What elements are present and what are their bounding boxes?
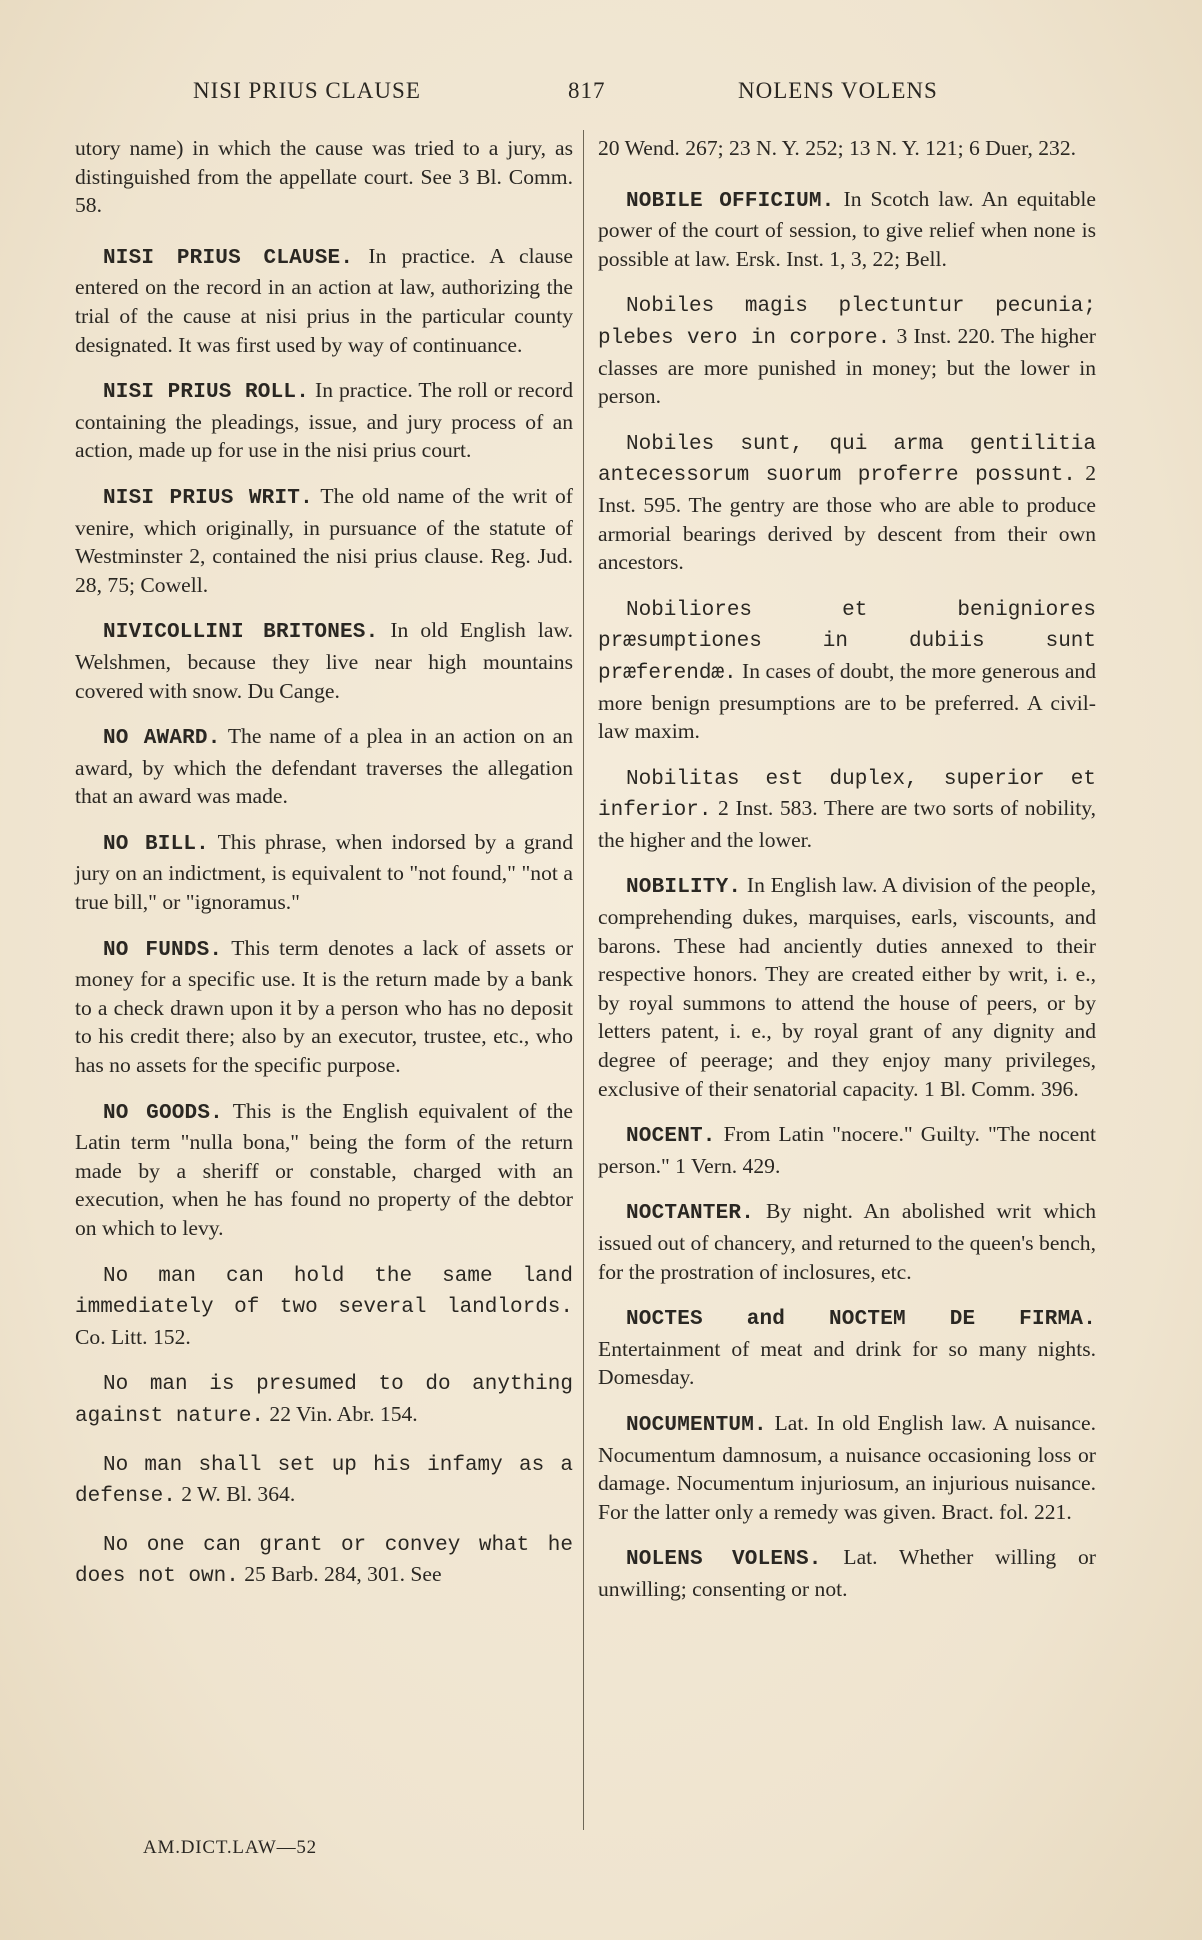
entry-definition: From Latin "nocere." Guilty. "The nocent person." 1 Vern. 429. [598, 1122, 1096, 1178]
column-divider [583, 130, 584, 1830]
entry-maxim: No man can hold the same land immediately of two several landlords. [75, 1264, 573, 1320]
entry-maxim: No one can grant or convey what he does not own. [75, 1533, 573, 1589]
entry-definition: Lat. In old English law. A nuisance. Nocumentum damnosum, a nuisance occasioning loss or damage. Nocumentum injuriosum, an injurious nuisance. For the latter only a remedy was given. Bract. fol. 221. [598, 1410, 1096, 1524]
entry-definition: Co. Litt. 152. [75, 1324, 191, 1349]
entry-maxim: Nobiles sunt, qui arma gentilitia antecessorum suorum proferre possunt. [598, 432, 1096, 488]
entry-maxim: Nobiles magis plectuntur pecunia; plebes vero in corpore. [598, 295, 1096, 350]
entry-definition: The old name of the writ of venire, which originally, in pursuance of the statute of Westminster 2, contained the nisi prius clause. Reg. Jud. 28, 75; Cowell. [75, 483, 573, 597]
dictionary-entry [75, 242, 573, 359]
dictionary-entry [598, 290, 1096, 410]
dictionary-entry [75, 1260, 573, 1352]
entry-definition: In old English law. Welshmen, because they live near high mountains covered with snow. Du Cange. [75, 618, 573, 703]
entry-headword: NISI PRIUS ROLL. [103, 381, 310, 405]
entry-definition: 25 Barb. 284, 301. See [238, 1562, 442, 1587]
entry-definition: This phrase, when indorsed by a grand jury on an indictment, is equivalent to "not found," "not a true bill," or "ignoramus." [75, 829, 574, 915]
entry-maxim: Nobilitas est duplex, superior et inferior. [598, 767, 1096, 823]
page-footer-signature: AM.DICT.LAW—52 [143, 1837, 317, 1858]
header-left-term: NISI PRIUS CLAUSE [193, 78, 421, 103]
entry-definition: 3 Inst. 220. The higher classes are more punished in money; but the lower in person. [598, 323, 1096, 409]
entry-maxim: No man shall set up his infamy as a defense. [75, 1453, 573, 1509]
entry-definition: 2 W. Bl. 364. [175, 1482, 296, 1507]
page-number: 817 [568, 78, 606, 103]
entry-headword: NOBILITY. [626, 876, 742, 900]
entry-headword: NOCTES and NOCTEM DE FIRMA. [626, 1308, 1096, 1332]
entry-definition: Lat. Whether willing or unwilling; consenting or not. [598, 1545, 1096, 1601]
entry-headword: NO FUNDS. [103, 938, 223, 962]
dictionary-entry [75, 934, 573, 1080]
entry-definition: Entertainment of meat and drink for so many nights. Domesday. [598, 1336, 1096, 1390]
dictionary-entry [75, 722, 573, 811]
dictionary-entry [598, 1409, 1096, 1526]
entry-headword: NOLENS VOLENS. [626, 1548, 822, 1572]
entry-headword: NOCUMENTUM. [626, 1413, 767, 1437]
dictionary-entry [598, 1197, 1096, 1286]
dictionary-entry [598, 763, 1096, 855]
dictionary-entry [598, 871, 1096, 1103]
entry-headword: NOBILE OFFICIUM. [626, 189, 835, 213]
dictionary-entry [75, 1097, 573, 1243]
dictionary-entry [598, 428, 1096, 577]
left-column [75, 134, 573, 1609]
entry-headword: NOCENT. [626, 1125, 716, 1149]
entry-maxim: No man is presumed to do anything against nature. [75, 1373, 573, 1428]
entry-definition: By night. An abolished writ which issued out of chancery, and returned to the queen's bench, for the prostration of inclosures, etc. [598, 1199, 1096, 1284]
dictionary-entry [598, 134, 1096, 163]
entry-definition: In practice. A clause entered on the record in an action at law, authorizing the trial of the cause at nisi prius in the particular county designated. It was first used by way of continuance. [75, 243, 574, 357]
entry-definition: 20 Wend. 267; 23 N. Y. 252; 13 N. Y. 121; 6 Duer, 232. [598, 136, 1077, 160]
dictionary-entry [75, 1368, 573, 1431]
dictionary-entry [598, 1303, 1096, 1392]
dictionary-entry [75, 828, 573, 917]
dictionary-entry [75, 376, 573, 465]
entry-headword: NISI PRIUS WRIT. [103, 486, 313, 510]
dictionary-entry [75, 482, 573, 599]
entry-definition: In English law. A division of the people, comprehending dukes, marquises, earls, viscounts, and barons. These had anciently duties annexed to their respective honors. They are created either by writ, i. e., by royal summons to attend the house of peers, or by letters patent, i. e., by royal grant of any dignity and degree of peerage; and they enjoy many privileges, exclusive of their senatorial capacity. 1 Bl. Comm. 396. [598, 873, 1096, 1101]
dictionary-entry [75, 1449, 573, 1512]
entry-definition: In practice. The roll or record containing the pleadings, issue, and jury process of an action, made up for use in the nisi prius court. [75, 378, 573, 463]
entry-definition: utory name) in which the cause was tried to a jury, as distinguished from the appellate court. See 3 Bl. Comm. 58. [75, 136, 573, 218]
dictionary-entry [598, 1543, 1096, 1603]
entry-definition: 2 Inst. 595. The gentry are those who are able to produce armorial bearings derived by descent from their own ancestors. [598, 461, 1096, 575]
entry-definition: In cases of doubt, the more generous and more benign presumptions are to be preferred. A civil-law maxim. [598, 658, 1096, 744]
entry-definition: 2 Inst. 583. There are two sorts of nobility, the higher and the lower. [598, 796, 1096, 852]
entry-headword: NIVICOLLINI BRITONES. [103, 621, 379, 645]
dictionary-entry [75, 616, 573, 705]
entry-definition: In Scotch law. An equitable power of the court of session, to give relief when none is possible at law. Ersk. Inst. 1, 3, 22; Bell. [598, 186, 1096, 271]
entry-headword: NOCTANTER. [626, 1202, 755, 1226]
header-right-term: NOLENS VOLENS [738, 78, 938, 103]
entry-maxim: Nobiliores et benigniores præsumptiones in dubiis sunt præferendæ. [598, 598, 1096, 685]
entry-headword: NISI PRIUS CLAUSE. [103, 246, 354, 270]
page-header [0, 78, 1202, 108]
entry-definition: This is the English equivalent of the Latin term "nulla bona," being the form of the return made by a sheriff or constable, charged with an execution, when he has found no property of the debtor on which to levy. [75, 1098, 573, 1240]
entry-headword: NO GOODS. [103, 1101, 223, 1125]
entry-definition: This term denotes a lack of assets or money for a specific use. It is the return made by a bank to a check drawn upon it by a person who has no deposit to his credit there; also by an executor, trustee, etc., who has no assets for the specific purpose. [75, 935, 574, 1078]
entry-definition: The name of a plea in an action on an award, by which the defendant traverses the allegation that an award was made. [75, 724, 573, 809]
dictionary-entry [598, 185, 1096, 274]
right-column [598, 134, 1096, 1621]
entry-headword: NO BILL. [103, 832, 209, 856]
entry-definition: 22 Vin. Abr. 154. [264, 1401, 418, 1426]
dictionary-entry [598, 594, 1096, 746]
entry-headword: NO AWARD. [103, 727, 221, 751]
dictionary-entry [75, 1529, 573, 1592]
dictionary-entry [598, 1120, 1096, 1180]
dictionary-entry [75, 134, 573, 220]
